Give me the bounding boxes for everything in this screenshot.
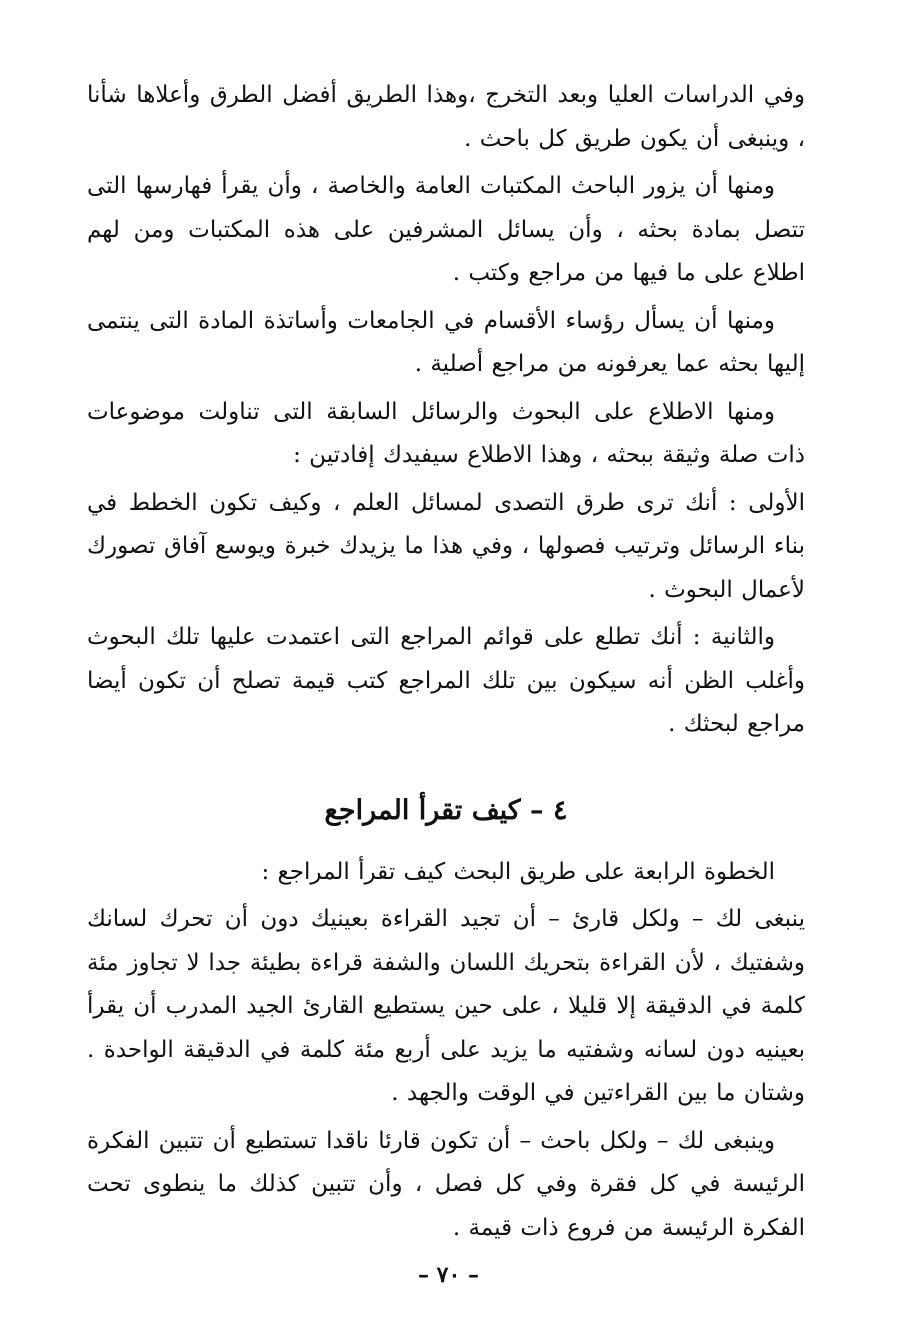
section-two: [87, 851, 805, 1251]
section-heading: ٤ – كيف تقرأ المراجع: [324, 794, 568, 826]
page-number: – ٧٠ –: [418, 1262, 479, 1288]
paragraph: وفي الدراسات العليا وبعد التخرج ،وهذا الطريق أفضل الطرق وأعلاها شأنا ، وينبغى أن يكون طريق كل باحث .: [87, 82, 805, 152]
paragraph: ومنها الاطلاع على البحوث والرسائل السابقة التى تناولت موضوعات ذات صلة وثيقة ببحثه ، وهذا الاطلاع سيفيدك إفادتين :: [87, 398, 805, 468]
page-body: [87, 74, 805, 1254]
section-one: [87, 74, 805, 747]
paragraph: ومنها أن يسأل رؤساء الأقسام في الجامعات وأساتذة المادة التى ينتمى إليها بحثه عما يعرفونه من مراجع أصلية .: [87, 307, 805, 377]
paragraph: ومنها أن يزور الباحث المكتبات العامة والخاصة ، وأن يقرأ فهارسها التى تتصل بمادة بحثه ، وأن يسائل المشرفين على هذه المكتبات ومن لهم اطلاع على ما فيها من مراجع وكتب .: [87, 173, 805, 286]
paragraph: الخطوة الرابعة على طريق البحث كيف تقرأ المراجع :: [261, 858, 775, 885]
paragraph: والثانية : أنك تطلع على قوائم المراجع التى اعتمدت عليها تلك البحوث وأغلب الظن أنه سيكون بين تلك المراجع كتب قيمة تصلح أن تكون أيضا مراجع لبحثك .: [87, 624, 805, 737]
paragraph: وينبغى لك – ولكل باحث – أن تكون قارئا ناقدا تستطيع أن تتبين الفكرة الرئيسة في كل فقرة وفي كل فصل ، وأن تتبين كذلك ما ينطوى تحت الفكرة الرئيسة من فروع ذات قيمة .: [87, 1127, 805, 1241]
paragraph: ينبغى لك – ولكل قارئ – أن تجيد القراءة بعينيك دون أن تحرك لسانك وشفتيك ، لأن القراءة بتحريك اللسان والشفة قراءة بطيئة جدا لا تجاوز مئة كلمة في الدقيقة إلا قليلا ، على حين يستطيع القارئ الجيد المدرب أن يقرأ بعينيه دون لسانه وشفتيه ما يزيد على أربع مئة كلمة في الدقيقة الواحدة . وشتان ما بين القراءتين في الوقت والجهد .: [87, 906, 805, 1106]
paragraph: الأولى : أنك ترى طرق التصدى لمسائل العلم ، وكيف تكون الخطط في بناء الرسائل وترتيب فصولها ، وفي هذا ما يزيدك خبرة ويوسع آفاق تصورك لأعمال البحوث .: [87, 489, 805, 603]
